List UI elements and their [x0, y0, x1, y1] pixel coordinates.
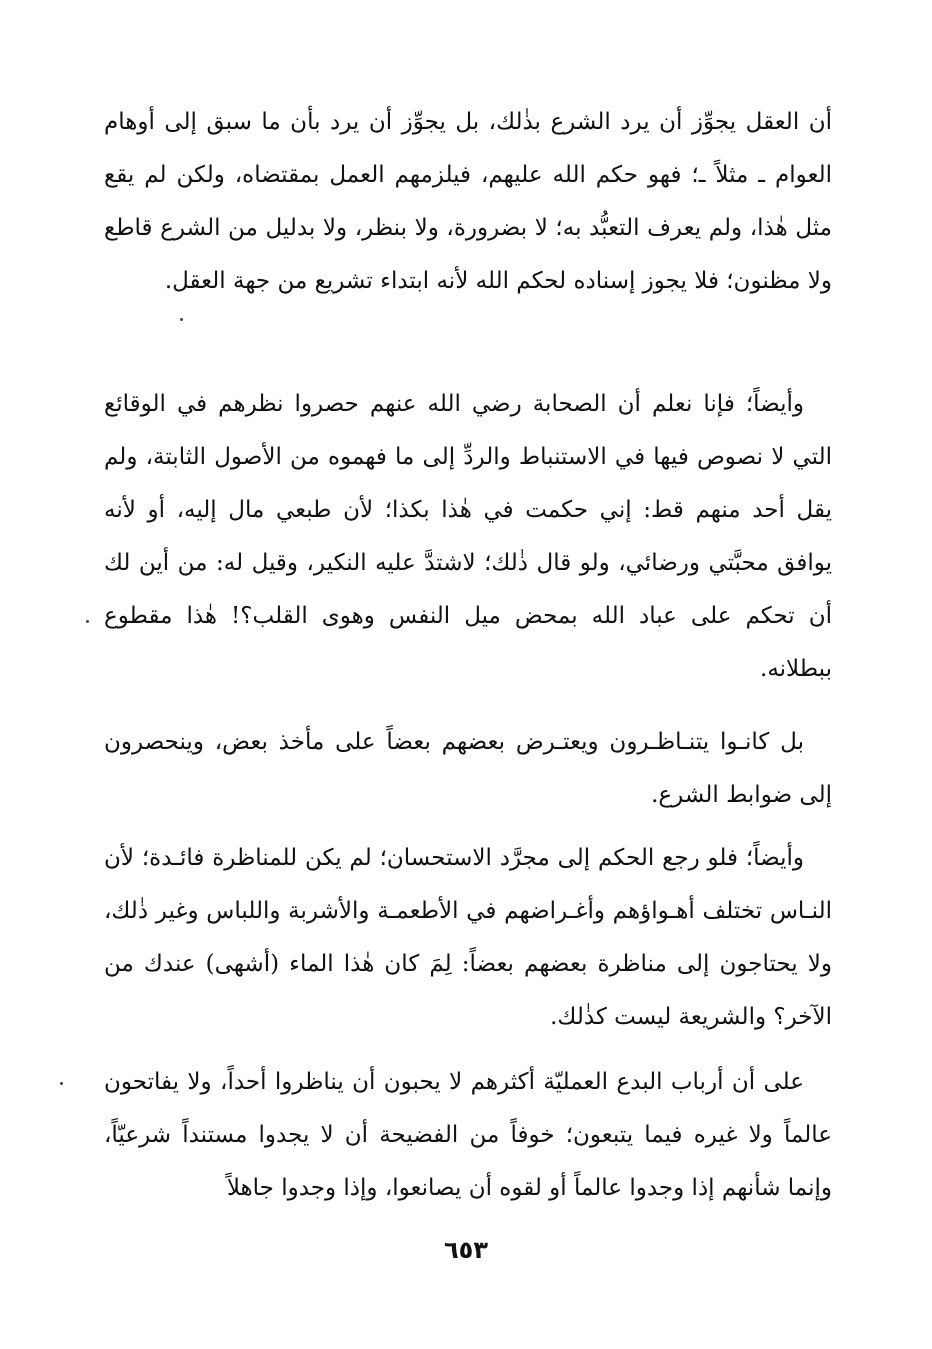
scan-speck — [180, 318, 183, 321]
page-number: ٦٥٣ — [444, 1236, 488, 1264]
paragraph-4: وأيضاً؛ فلو رجع الحكم إلى مجرَّد الاستحسان؛ لم يكن للمناظرة فائـدة؛ لأن النـاس تختلف أهـواؤهم وأغـراضهم في الأطعمـة والأشربة واللباس وغير ذٰلك، ولا يحتاجون إلى مناظرة بعضهم بعضاً: لِمَ كان هٰذا الماء (أشهى) عندك من الآخر؟ والشريعة ليست كذٰلك. — [104, 845, 833, 1030]
paragraph-3: بل كانـوا يتنـاظـرون ويعتـرض بعضهم بعضاً على مأخذ بعض، وينحصرون إلى ضوابط الشرع. — [104, 729, 832, 808]
paragraph-2: وأيضاً؛ فإنا نعلم أن الصحابة رضي الله عنهم حصروا نظرهم في الوقائع التي لا نصوص فيها في الاستنباط والردِّ إلى ما فهموه من الأصول الثابتة، ولم يقل أحد منهم قط: إني حكمت في هٰذا بكذا؛ لأن طبعي مال إليه، أو لأنه يوافق محبَّتي ورضائي، ولو قال ذٰلك؛ لاشتدَّ عليه النكير، وقيل له: من أين لك أن تحكم على عباد الله بمحض ميل النفس وهوى القلب؟! هٰذا مقطوع ببطلانه. — [104, 391, 832, 682]
paragraph-1: أن العقل يجوِّز أن يرد الشرع بذٰلك، بل يجوِّز أن يرد بأن ما سبق إلى أوهام العوام ـ مثلاً ـ؛ فهو حكم الله عليهم، فيلزمهم العمل بمقتضاه، ولكن لم يقع مثل هٰذا، ولم يعرف التعبُّد به؛ لا بضرورة، ولا بنظر، ولا بدليل من الشرع قاطع ولا مظنون؛ فلا يجوز إسناده لحكم الله لأنه ابتداء تشريع من جهة العقل. — [104, 109, 832, 294]
scan-speck — [86, 620, 89, 623]
scan-speck — [60, 1082, 63, 1085]
paragraph-5: على أن أرباب البدع العمليّة أكثرهم لا يحبون أن يناظروا أحداً، ولا يفاتحون عالماً ولا غيره فيما يتبعون؛ خوفاً من الفضيحة أن لا يجدوا مستنداً شرعيّاً، وإنما شأنهم إذا وجدوا عالماً أو لقوه أن يصانعوا، وإذا وجدوا جاهلاً — [104, 1069, 832, 1201]
